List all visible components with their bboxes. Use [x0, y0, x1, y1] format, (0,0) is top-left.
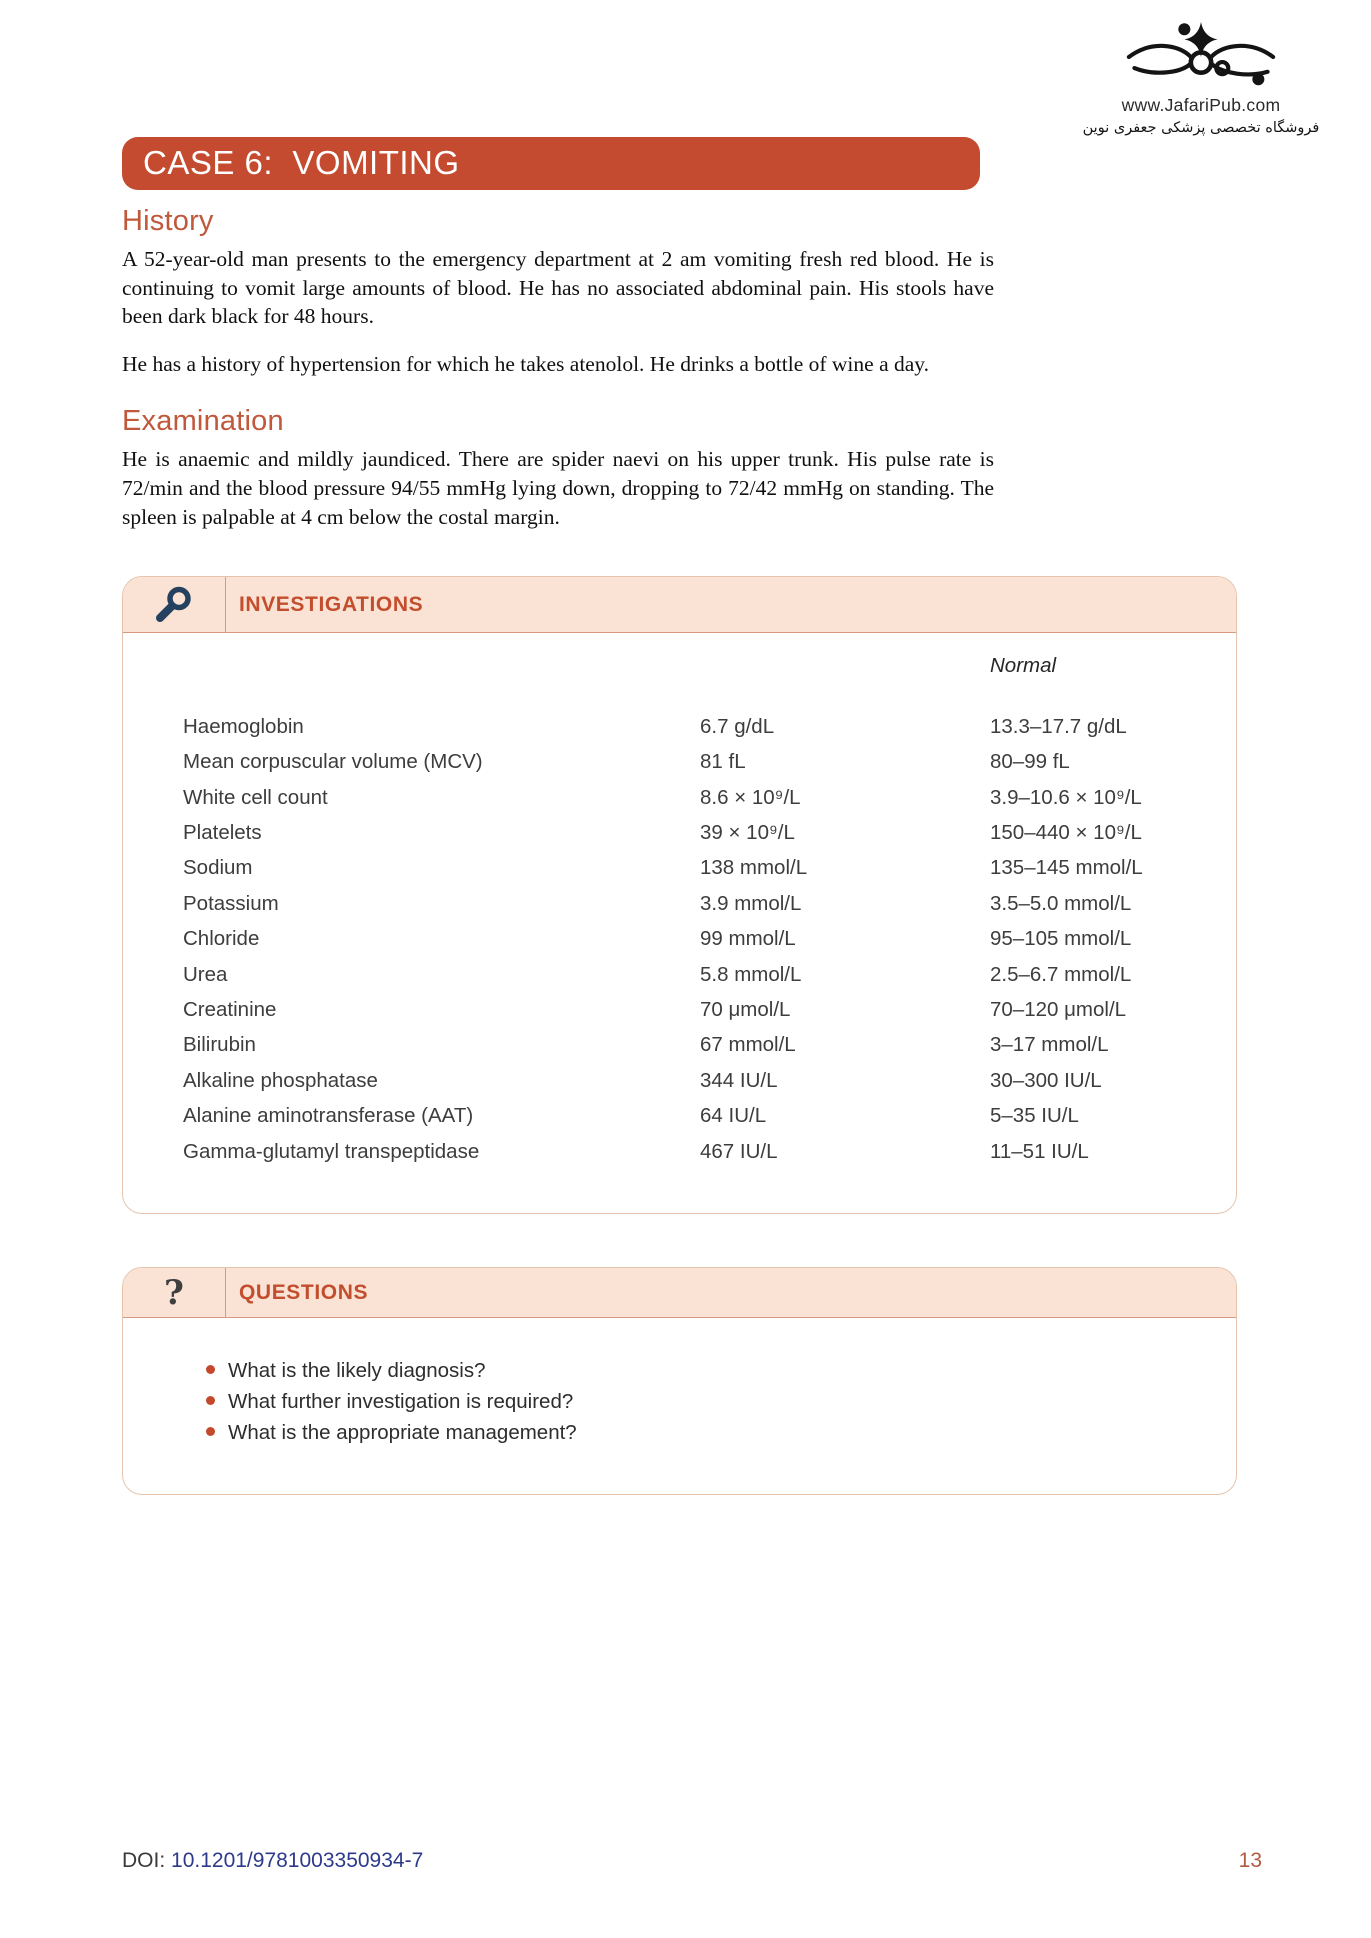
bullet-icon [206, 1365, 215, 1374]
table-row [183, 745, 1236, 780]
table-row [183, 1063, 1236, 1098]
test-label: Haemoglobin [183, 714, 304, 738]
page-footer [122, 1849, 1262, 1873]
test-normal-range: 70–120 μmol/L [990, 997, 1127, 1021]
bullet-icon [206, 1396, 215, 1405]
investigations-box [122, 576, 1237, 1214]
test-value: 81 fL [700, 750, 746, 774]
test-value: 67 mmol/L [700, 1033, 796, 1057]
table-row [183, 1134, 1236, 1169]
test-normal-range: 2.5–6.7 mmol/L [990, 962, 1132, 986]
history-heading: History [122, 205, 214, 237]
test-label: Platelets [183, 821, 262, 845]
investigations-header [123, 577, 1236, 633]
test-normal-range: 3.5–5.0 mmol/L [990, 891, 1132, 915]
question-text: What is the likely diagnosis? [228, 1359, 486, 1383]
test-label: Chloride [183, 927, 260, 951]
test-value: 467 IU/L [700, 1139, 778, 1163]
investigations-icon-cell [123, 577, 226, 632]
page-content [122, 137, 1237, 1495]
questions-icon-cell [123, 1268, 226, 1317]
table-row [183, 992, 1236, 1027]
test-label: Alanine aminotransferase (AAT) [183, 1104, 474, 1128]
test-value: 3.9 mmol/L [700, 891, 802, 915]
doi-line [122, 1849, 423, 1873]
test-label: Gamma-glutamyl transpeptidase [183, 1139, 480, 1163]
test-normal-range: 13.3–17.7 g/dL [990, 714, 1127, 738]
table-row [183, 780, 1236, 815]
test-value: 6.7 g/dL [700, 714, 775, 738]
table-row [183, 1098, 1236, 1133]
test-label: Sodium [183, 856, 253, 880]
examination-heading: Examination [122, 405, 284, 438]
history-paragraph-2: He has a history of hypertension for which he takes atenolol. He drinks a bottle of wine a day. [122, 351, 930, 376]
page-number: 13 [1238, 1849, 1262, 1872]
test-value: 8.6 × 10⁹/L [700, 785, 801, 809]
questions-header [123, 1268, 1236, 1318]
test-normal-range: 3–17 mmol/L [990, 1033, 1109, 1057]
test-value: 5.8 mmol/L [700, 962, 802, 986]
list-item [206, 1386, 1236, 1417]
test-value: 99 mmol/L [700, 927, 796, 951]
publisher-logo-icon [1117, 20, 1285, 94]
test-value: 344 IU/L [700, 1068, 778, 1092]
questions-box [122, 1267, 1237, 1495]
publisher-branding [1071, 20, 1331, 136]
publisher-url: www.JafariPub.com [1121, 95, 1281, 115]
test-value: 64 IU/L [700, 1104, 767, 1128]
test-normal-range: 150–440 × 10⁹/L [990, 821, 1142, 845]
test-label: Creatinine [183, 997, 277, 1021]
table-row [183, 922, 1236, 957]
table-row [183, 886, 1236, 921]
publisher-persian-tagline: فروشگاه تخصصی پزشکی جعفری نوین [1082, 120, 1320, 136]
table-row [183, 957, 1236, 992]
case-title-banner: CASE 6: VOMITING [122, 137, 980, 190]
table-row [183, 815, 1236, 850]
test-label: Bilirubin [183, 1033, 256, 1057]
question-text: What further investigation is required? [228, 1390, 574, 1414]
doi-link[interactable]: 10.1201/9781003350934-7 [171, 1849, 424, 1872]
test-label: Urea [183, 962, 228, 986]
test-label: Mean corpuscular volume (MCV) [183, 750, 483, 774]
magnifier-icon [153, 584, 195, 626]
question-text: What is the appropriate management? [228, 1421, 577, 1445]
test-normal-range: 3.9–10.6 × 10⁹/L [990, 785, 1142, 809]
questions-title: QUESTIONS [239, 1280, 369, 1304]
examination-paragraph: He is anaemic and mildly jaundiced. There are spider naevi on his upper trunk. His pulse rate is 72/min and the blood pressure 94/55 mmHg lying down, dropping to 72/42 mmHg on standing. The spleen is palpable at 4 cm below the costal margin. [122, 447, 994, 529]
test-normal-range: 5–35 IU/L [990, 1104, 1079, 1128]
table-row [183, 1028, 1236, 1063]
list-item [206, 1417, 1236, 1448]
test-normal-range: 11–51 IU/L [990, 1139, 1089, 1163]
bullet-icon [206, 1427, 215, 1436]
question-mark-icon: ? [164, 1272, 184, 1313]
test-value: 138 mmol/L [700, 856, 808, 880]
test-label: Alkaline phosphatase [183, 1068, 378, 1092]
doi-label: DOI: [122, 1849, 166, 1872]
test-label: White cell count [183, 785, 328, 809]
test-value: 70 μmol/L [700, 997, 791, 1021]
table-row [183, 709, 1236, 744]
table-row [183, 851, 1236, 886]
questions-list [123, 1318, 1236, 1494]
investigations-rows [183, 709, 1236, 1169]
test-normal-range: 30–300 IU/L [990, 1068, 1102, 1092]
normal-column-header: Normal [990, 654, 1057, 678]
test-value: 39 × 10⁹/L [700, 821, 795, 845]
test-normal-range: 80–99 fL [990, 750, 1070, 774]
history-paragraph-1: A 52-year-old man presents to the emergency department at 2 am vomiting fresh red blood. He is continuing to vomit large amounts of blood. He has no associated abdominal pain. His stools have been dark black for 48 hours. [122, 247, 994, 329]
list-item [206, 1355, 1236, 1386]
test-label: Potassium [183, 891, 279, 915]
investigations-table [123, 633, 1236, 1213]
test-normal-range: 95–105 mmol/L [990, 927, 1132, 951]
investigations-title: INVESTIGATIONS [239, 592, 424, 616]
test-normal-range: 135–145 mmol/L [990, 856, 1143, 880]
